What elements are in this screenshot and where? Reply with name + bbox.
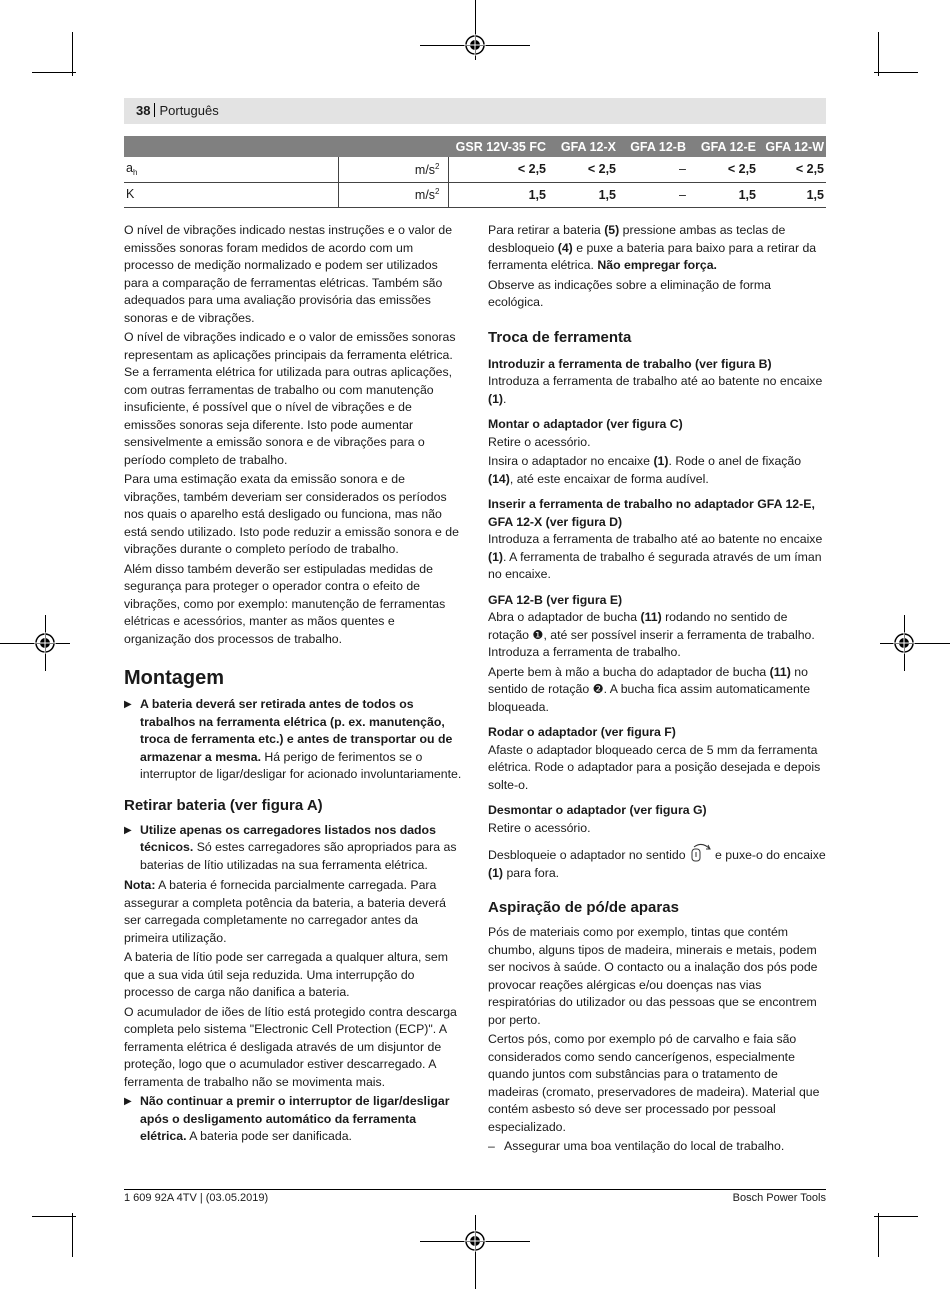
- paragraph: Afaste o adaptador bloqueado cerca de 5 mm da ferramenta elétrica. Rode o adaptador para a posição desejada e depois solte-o.: [488, 742, 821, 792]
- paragraph: O nível de vibrações indicado e o valor de emissões sonoras representam as aplicações principais da ferramenta elétrica. Se a ferramenta elétrica for utilizada para outras aplicações, com outras ferramentas de trabalho ou com manutenção insuficiente, é possível que o nível de vibrações e de emissões sonoras seja diferente. Isto pode aumentar sensivelmente a emissão sonora e de vibrações para o período completo de trabalho.: [124, 330, 456, 467]
- subheading: Desmontar o adaptador (ver figura G): [488, 803, 707, 817]
- value-cell: < 2,5: [448, 157, 548, 182]
- note-paragraph: Nota: A bateria é fornecida parcialmente carregada. Para assegurar a completa potência da bateria, a bateria deverá ser carregada completamente no carregador antes da primeira utilização.: [124, 878, 446, 945]
- value-cell: –: [618, 157, 688, 182]
- paragraph: Abra o adaptador de bucha (11) rodando no sentido de rotação ❶, até ser possível inserir a ferramenta de trabalho. Introduza a ferramenta de trabalho.: [488, 610, 815, 659]
- page-number: 38: [136, 103, 151, 118]
- value-cell: < 2,5: [688, 157, 758, 182]
- value-cell: 1,5: [758, 182, 826, 207]
- unlock-rotation-icon: [688, 843, 712, 863]
- table-row: [124, 157, 826, 182]
- crop-mark: [878, 1213, 879, 1257]
- column-header: [124, 136, 338, 157]
- section-title-aspiracao: Aspiração de pó/de aparas: [488, 899, 679, 916]
- column-header: [338, 136, 448, 157]
- unit-cell: $m/s^2$: [338, 157, 448, 182]
- footer-brand: Bosch Power Tools: [732, 1192, 826, 1204]
- language-label: Português: [159, 103, 219, 118]
- paragraph: Insira o adaptador no encaixe (1). Rode o anel de fixação (14), até este encaixar de forma audível.: [488, 454, 802, 486]
- paragraph: A bateria de lítio pode ser carregada a qualquer altura, sem que a sua vida útil seja reduzida. Uma interrupção do processo de carga não danifica a bateria.: [124, 950, 449, 999]
- value-cell: 1,5: [448, 182, 548, 207]
- subheading: Rodar o adaptador (ver figura F): [488, 725, 676, 739]
- column-header: GFA 12-B: [618, 136, 688, 157]
- crop-mark: [32, 1216, 76, 1217]
- page-header: [124, 98, 826, 124]
- spec-table-header: [124, 136, 826, 157]
- right-column: [488, 222, 826, 1158]
- crop-mark: [874, 1216, 918, 1217]
- column-header: GFA 12-W: [758, 136, 826, 157]
- registration-mark-icon: [34, 632, 56, 654]
- paragraph: Para retirar a bateria (5) pressione ambas as teclas de desbloqueio (4) e puxe a bateria para baixo para a retirar da ferramenta elétrica. Não empregar força.: [488, 223, 817, 272]
- paragraph: Observe as indicações sobre a eliminação de forma ecológica.: [488, 277, 771, 309]
- value-cell: –: [618, 182, 688, 207]
- crop-mark: [72, 1213, 73, 1257]
- paragraph: Aperte bem à mão a bucha do adaptador de bucha (11) no sentido de rotação ❷. A bucha fica assim automaticamente bloqueada.: [488, 664, 811, 714]
- paragraph: Introduza a ferramenta de trabalho até ao batente no encaixe (1).: [488, 374, 823, 406]
- subheading: GFA 12-B (ver figura E): [488, 592, 623, 607]
- registration-mark-icon: [464, 1230, 486, 1252]
- column-header: GSR 12V-35 FC: [448, 136, 548, 157]
- paragraph: O acumulador de iões de lítio está protegido contra descarga completa pelo sistema "Electronic Cell Protection (ECP)". A ferramenta elétrica é desligada através de um disjuntor de proteção, logo que o acumulador estiver descarregado. A ferramenta de trabalho não se movimenta mais.: [124, 1004, 457, 1089]
- footer-doc-id: 1 609 92A 4TV | (03.05.2019): [124, 1192, 269, 1204]
- param-cell: $a_h$: [124, 157, 338, 182]
- value-cell: 1,5: [688, 182, 758, 207]
- list-item: – Assegurar uma boa ventilação do local de trabalho.: [488, 1138, 826, 1156]
- paragraph: Retire o acessório.: [488, 820, 591, 835]
- footer-divider: [124, 1189, 826, 1190]
- warning-bullet: ▶ Não continuar a premir o interruptor de ligar/desligar após o desligamento automático da ferramenta elétrica. A bateria pode ser danificada.: [124, 1093, 464, 1146]
- subheading: Inserir a ferramenta de trabalho no adaptador GFA 12-E, GFA 12-X (ver figura D): [488, 497, 815, 529]
- paragraph: O nível de vibrações indicado nestas instruções e o valor de emissões sonoras foram medidos de acordo com um processo de medição normalizado e podem ser utilizados para a comparação de ferramentas elétricas. Também são adequados para uma avaliação provisória das emissões sonoras e de vibrações.: [124, 223, 453, 325]
- registration-mark-icon: [464, 34, 486, 56]
- crop-mark: [878, 32, 879, 76]
- section-title-troca: Troca de ferramenta: [488, 328, 632, 346]
- left-column: [124, 222, 464, 1149]
- subsection-title: Retirar bateria (ver figura A): [124, 796, 323, 814]
- crop-mark: [880, 643, 950, 644]
- crop-mark: [475, 1215, 476, 1289]
- warning-bullet: ▶ Utilize apenas os carregadores listados nos dados técnicos. Só estes carregadores são apropriados para as baterias de lítio utilizadas na sua ferramenta elétrica.: [124, 822, 464, 875]
- spec-table: [124, 136, 826, 208]
- column-header: GFA 12-X: [548, 136, 618, 157]
- paragraph: Introduza a ferramenta de trabalho até ao batente no encaixe (1). A ferramenta de trabalho é segurada através de um íman no encaixe.: [488, 532, 823, 581]
- crop-mark: [32, 72, 76, 73]
- value-cell: < 2,5: [548, 157, 618, 182]
- param-cell: K: [124, 182, 338, 207]
- paragraph: Retire o acessório.: [488, 434, 591, 449]
- subheading: Introduzir a ferramenta de trabalho (ver figura B): [488, 356, 772, 371]
- header-separator: [154, 103, 155, 117]
- warning-bullet: ▶ A bateria deverá ser retirada antes de todos os trabalhos na ferramenta elétrica (p. ex. manutenção, troca de ferramenta etc.) e antes de transportar ou de armazenar a mesma. Há perigo de ferimentos se o interruptor de ligar/desligar for acionado involuntariamente.: [124, 696, 464, 784]
- value-cell: < 2,5: [758, 157, 826, 182]
- value-cell: 1,5: [548, 182, 618, 207]
- unit-cell: $m/s^2$: [338, 182, 448, 207]
- crop-mark: [874, 72, 918, 73]
- paragraph: Desbloqueie o adaptador no sentido e puxe-o do encaixe (1) para fora.: [488, 843, 826, 882]
- section-title-montagem: Montagem: [124, 667, 224, 689]
- table-row: [124, 182, 826, 207]
- registration-mark-icon: [893, 632, 915, 654]
- subheading: Montar o adaptador (ver figura C): [488, 417, 683, 431]
- paragraph: Certos pós, como por exemplo pó de carvalho e faia são considerados como sendo cancerígenos, especialmente quando juntos com substâncias para o tratamento de madeiras (cromato, preservadores de madeira). Material que contém asbesto só deve ser processado por pessoal especializado.: [488, 1032, 820, 1134]
- paragraph: Além disso também deverão ser estipuladas medidas de segurança para proteger o operador contra o efeito de vibrações, como por exemplo: manutenção de ferramentas elétricas e acessórios, manter as mãos quentes e organização dos processos de trabalho.: [124, 561, 446, 646]
- paragraph: Pós de materiais como por exemplo, tintas que contém chumbo, alguns tipos de madeira, minerais e metais, podem ser nocivos à saúde. O contacto ou a inalação dos pós pode provocar reações alérgicas e/ou doenças nas vias respiratórias do utilizador ou das pessoas que se encontrem por perto.: [488, 925, 818, 1027]
- column-header: GFA 12-E: [688, 136, 758, 157]
- paragraph: Para uma estimação exata da emissão sonora e de vibrações, também deveriam ser considerados os períodos nos quais o aparelho está desligado ou funciona, mas não está sendo utilizado. Isto pode reduzir a emissão sonora e de vibrações durante o completo período de trabalho.: [124, 472, 459, 556]
- crop-mark: [72, 32, 73, 76]
